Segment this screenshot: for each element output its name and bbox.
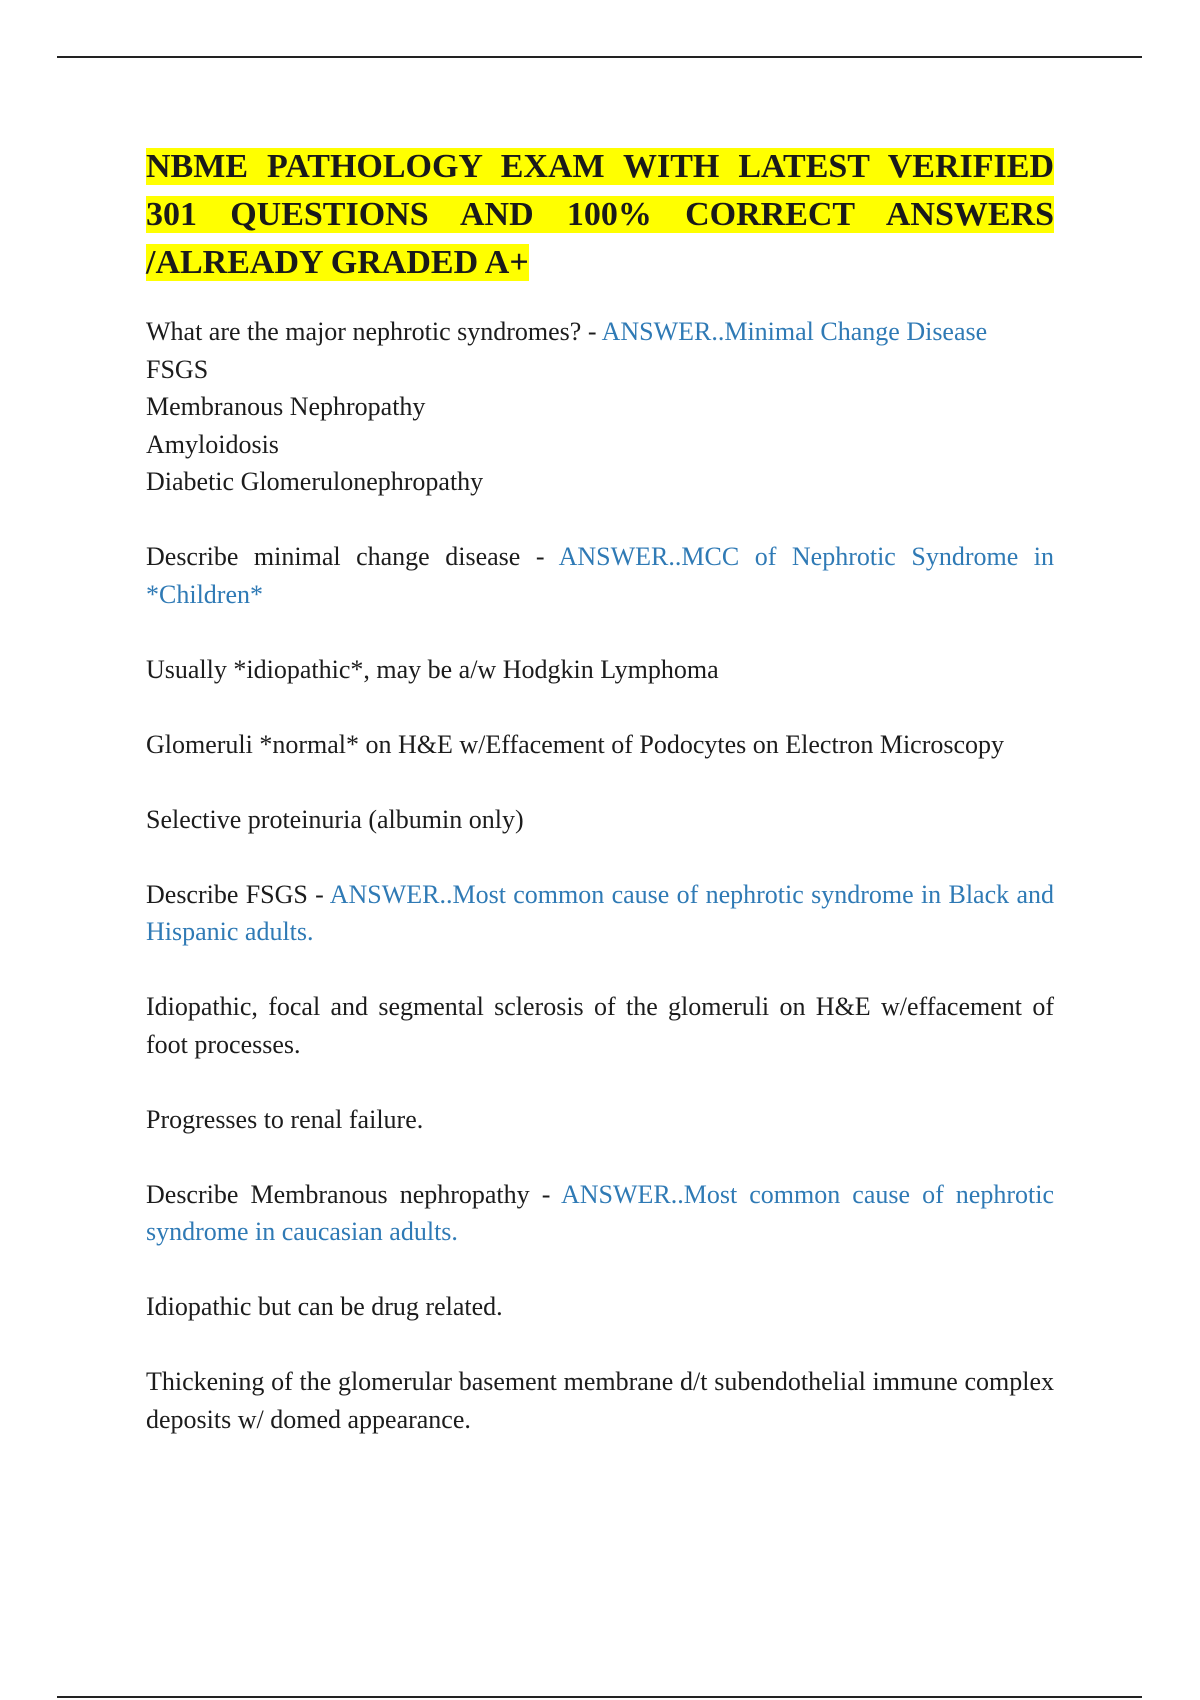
qa-item [146,1176,1054,1251]
answer-list-item: Diabetic Glomerulonephropathy [146,467,484,496]
question-text: Describe FSGS - [146,879,330,909]
question-text: Describe minimal change disease - [146,542,559,571]
note-paragraph: Usually *idiopathic*, may be a/w Hodgkin Lymphoma [146,654,719,684]
note-paragraph: Glomeruli *normal* on H&E w/Effacement of Podocytes on Electron Microscopy [146,729,1005,759]
answer-list-item: Membranous Nephropathy [146,392,426,421]
note-paragraph: Selective proteinuria (albumin only) [146,804,524,834]
qa-item [146,538,1054,613]
answer-list-item: Amyloidosis [146,429,279,459]
question-text: Describe Membranous nephropathy - [146,1179,561,1209]
note-paragraph: Idiopathic but can be drug related. [146,1292,503,1321]
answer-list-item: FSGS [146,354,209,384]
answer-text: ANSWER..Most common cause of nephrotic syndrome in Black and Hispanic adults. [146,879,1054,946]
answer-text: ANSWER..Most common cause of nephrotic syndrome in caucasian adults. [146,1179,1054,1246]
document-body [146,313,1054,1438]
qa-item [146,876,1054,951]
bottom-rule [57,1696,1142,1698]
note-paragraph: Thickening of the glomerular basement membrane d/t subendothelial immune complex deposits w/ domed appearance. [146,1367,1054,1434]
qa-item [146,313,1054,501]
answer-text: ANSWER..Minimal Change Disease [601,317,988,346]
question-text: What are the major nephrotic syndromes? - [146,317,602,346]
note-paragraph: Progresses to renal failure. [146,1104,424,1134]
answer-text: ANSWER..MCC of Nephrotic Syndrome in *Children* [146,542,1054,609]
top-rule [57,56,1142,58]
document-title [146,143,1054,287]
note-paragraph: Idiopathic, focal and segmental sclerosis of the glomeruli on H&E w/effacement of foot processes. [146,992,1054,1059]
title-highlight: NBME PATHOLOGY EXAM WITH LATEST VERIFIED 301 QUESTIONS AND 100% CORRECT ANSWERS /ALREADY GRADED A+ [146,148,1054,281]
document-content [146,143,1054,1438]
